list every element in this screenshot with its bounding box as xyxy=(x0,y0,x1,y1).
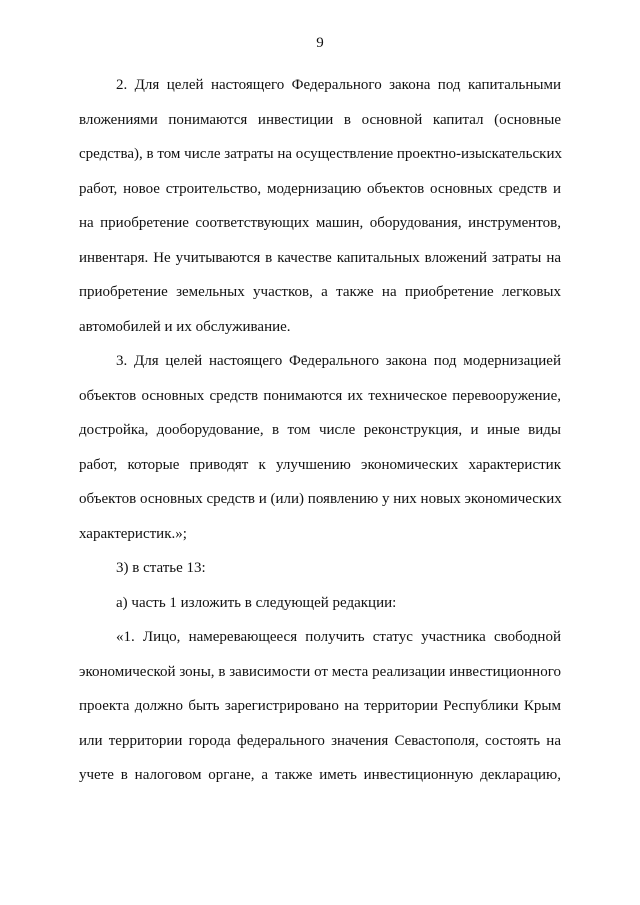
paragraph-capital-investments xyxy=(79,68,561,344)
page-number: 9 xyxy=(316,35,324,51)
text-line: проекта должно быть зарегистрировано на территории Республики Крым xyxy=(79,698,561,714)
text-line: 3) в статье 13: xyxy=(116,560,206,576)
text-line: объектов основных средств и (или) появлению у них новых экономических xyxy=(79,491,562,507)
text-line: 2. Для целей настоящего Федерального закона под капитальными xyxy=(116,77,561,93)
text-line: а) часть 1 изложить в следующей редакции: xyxy=(116,594,397,611)
text-line: или территории города федерального значения Севастополя, состоять на xyxy=(79,732,561,749)
paragraph-modernization xyxy=(79,344,561,551)
text-line: учете в налоговом органе, а также иметь инвестиционную декларацию, xyxy=(79,767,561,783)
text-line: приобретение земельных участков, а также на приобретение легковых xyxy=(79,284,561,300)
paragraph-article-13 xyxy=(79,551,561,586)
text-line: на приобретение соответствующих машин, оборудования, инструментов, xyxy=(79,215,561,231)
text-line: инвентаря. Не учитываются в качестве капитальных вложений затраты на xyxy=(79,249,561,266)
text-line: объектов основных средств понимаются их техническое перевооружение, xyxy=(79,387,561,404)
paragraph-free-economic-zone xyxy=(79,620,561,793)
text-line: «1. Лицо, намеревающееся получить статус участника свободной xyxy=(116,629,561,645)
text-line: экономической зоны, в зависимости от места реализации инвестиционного xyxy=(79,663,561,680)
text-line: достройка, дооборудование, в том числе реконструкция, и иные виды xyxy=(79,422,561,438)
document-body xyxy=(79,68,561,793)
paragraph-part-1-amendment xyxy=(79,586,561,621)
text-line: 3. Для целей настоящего Федерального закона под модернизацией xyxy=(116,353,561,369)
text-line: автомобилей и их обслуживание. xyxy=(79,318,291,335)
text-line: характеристик.»; xyxy=(79,525,187,542)
text-line: работ, новое строительство, модернизацию объектов основных средств и xyxy=(79,180,561,197)
text-line: вложениями понимаются инвестиции в основной капитал (основные xyxy=(79,111,561,128)
text-line: работ, которые приводят к улучшению экономических характеристик xyxy=(79,456,561,473)
text-line: средства), в том числе затраты на осуществление проектно-изыскательских xyxy=(79,146,562,162)
